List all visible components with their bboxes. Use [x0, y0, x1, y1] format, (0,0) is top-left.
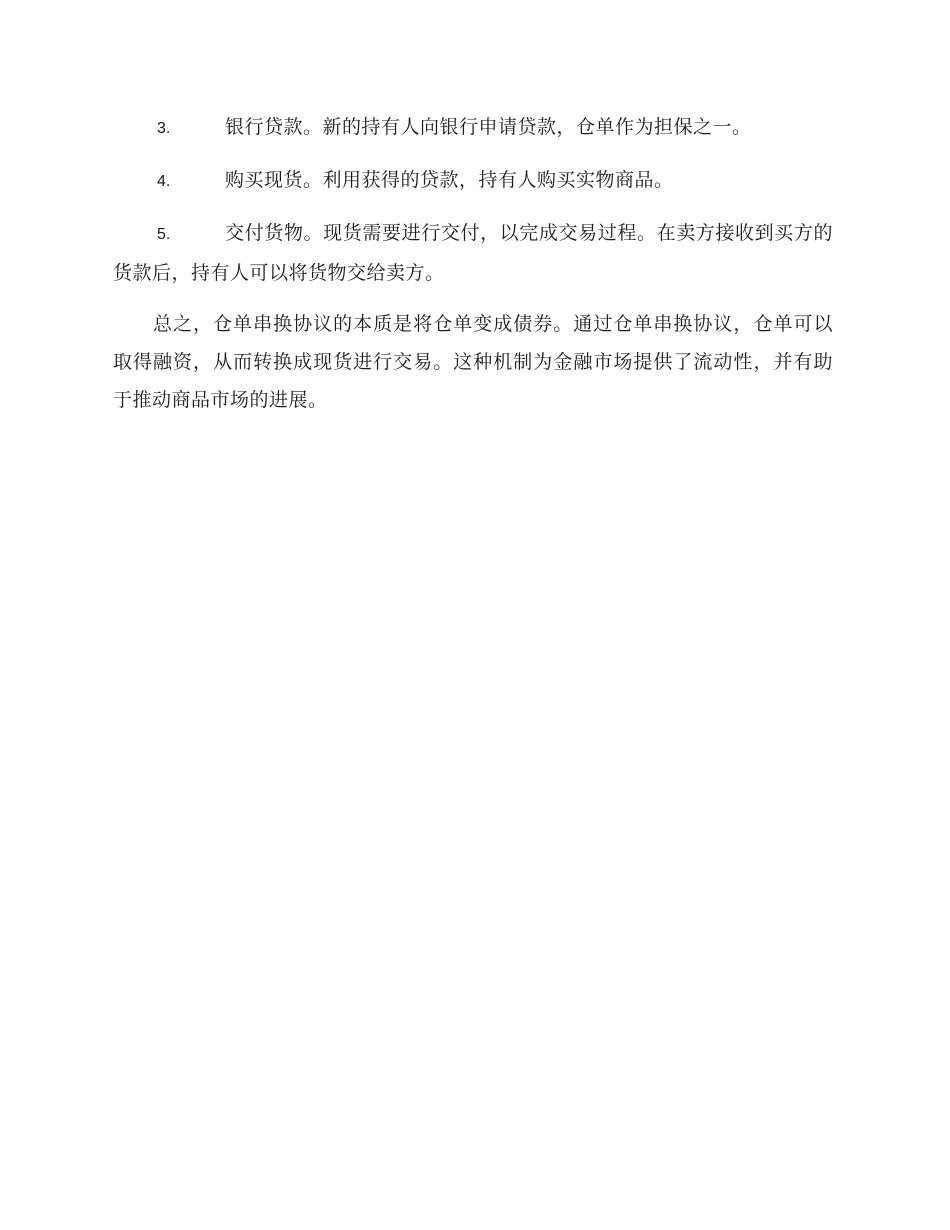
- summary-paragraph: 总之，仓单串换协议的本质是将仓单变成债券。通过仓单串换协议，仓单可以取得融资，从而转换成现货进行交易。这种机制为金融市场提供了流动性，并有助于推动商品市场的进展。: [113, 313, 833, 411]
- list-item-5: [113, 214, 833, 292]
- list-item-3: [113, 108, 833, 148]
- list-number: 5.: [157, 226, 171, 243]
- list-text: 交付货物。现货需要进行交付，以完成交易过程。在卖方接收到买方的货款后，持有人可以将货物交给卖方。: [113, 222, 833, 284]
- list-text: 购买现货。利用获得的贷款，持有人购买实物商品。: [225, 169, 674, 191]
- list-text: 银行贷款。新的持有人向银行申请贷款，仓单作为担保之一。: [225, 116, 752, 138]
- list-number: 4.: [157, 173, 171, 190]
- list-number: 3.: [157, 120, 171, 137]
- list-item-4: [113, 161, 833, 201]
- document-body: [113, 108, 833, 419]
